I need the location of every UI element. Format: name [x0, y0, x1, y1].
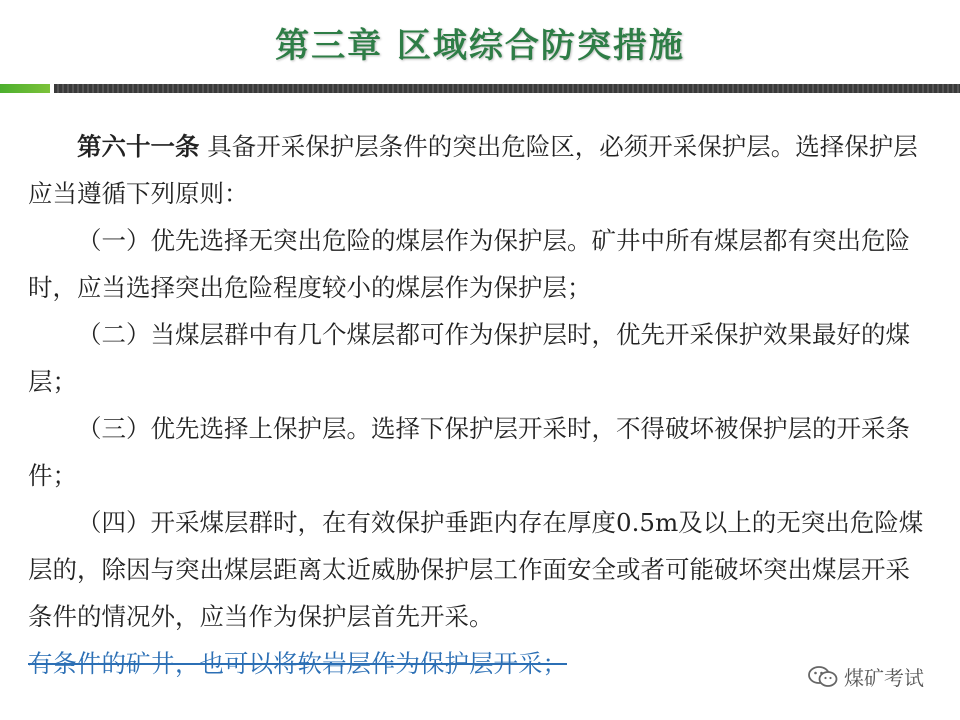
divider-accent: [0, 84, 50, 93]
wechat-icon: [808, 665, 838, 689]
article-body: [28, 123, 933, 687]
article-intro-text: 具备开采保护层条件的突出危险区，必须开采保护层。选择保护层应当遵循下列原则：: [28, 132, 918, 208]
title-divider: [0, 84, 960, 93]
struck-clause: [28, 640, 933, 687]
principle-item-2: （二）当煤层群中有几个煤层都可作为保护层时，优先开采保护效果最好的煤层；: [28, 320, 910, 396]
watermark: [802, 660, 930, 693]
slide-title: 第三章 区域综合防突措施: [275, 26, 685, 66]
watermark-text: 煤矿考试: [844, 666, 924, 690]
principle-item-1: （一）优先选择无突出危险的煤层作为保护层。矿井中所有煤层都有突出危险时，应当选择突出危险程度较小的煤层作为保护层；: [28, 226, 910, 302]
struck-text: 有条件的矿井，也可以将软岩层作为保护层开采；: [28, 649, 567, 678]
principle-item-4: （四）开采煤层群时，在有效保护垂距内存在厚度0.5m及以上的无突出危险煤层的，除因与突出煤层距离太近威胁保护层工作面安全或者可能破坏突出煤层开采条件的情况外，应当作为保护层首先开采。: [28, 508, 924, 631]
divider-bar: [54, 84, 960, 93]
principle-item-3: （三）优先选择上保护层。选择下保护层开采时，不得破坏被保护层的开采条件；: [28, 414, 910, 490]
article-intro: [28, 123, 933, 217]
article-number: 第六十一条: [77, 132, 200, 161]
